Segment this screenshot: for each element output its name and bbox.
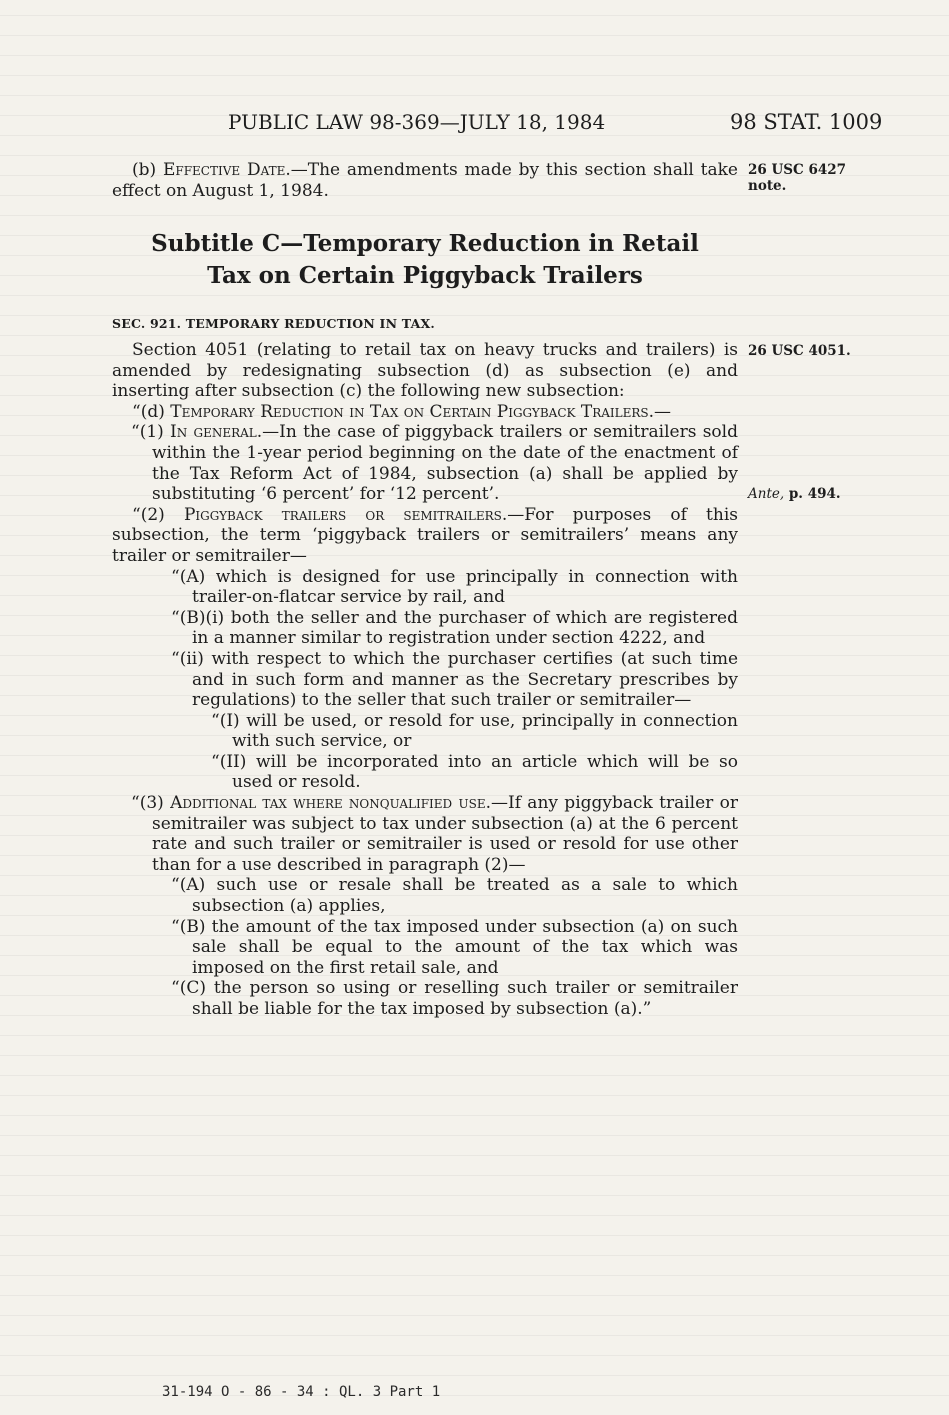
paragraph-1-text: .—In the case of piggyback trailers or semitrailers sold within the 1-year period beginning on the date of the enactment of the Tax Reform Act of 1984, subsection (a) shall be applied by substituting ‘6 percent’ for ‘12 percent’. [152,422,738,505]
subsection-d-prefix: “(d) [132,401,171,422]
margin-note-ante-page: p. 494. [784,486,841,502]
effective-date-paragraph [112,160,738,201]
paragraph-3-text: .—If any piggyback trailer or semitrailer was subject to tax under subsection (a) at the 6 percent rate and such trailer or semitrailer is used or resold for use other than for a use described in paragraph (2)— [152,793,738,875]
paragraph-2-caption: Piggyback trailers or semitrailers [183,504,502,525]
margin-note-ante [748,486,858,502]
section-body [112,340,738,1020]
subtitle-line-2: Tax on Certain Piggyback Trailers [207,262,643,289]
subsection-d-heading [112,402,738,423]
paragraph-3 [112,793,738,875]
subtitle-heading [112,228,738,292]
paragraph-3-C: “(C) the person so using or reselling such trailer or semitrailer shall be liable for the tax imposed by subsection (a).” [171,978,738,1019]
subtitle-line-1: Subtitle C—Temporary Reduction in Retail [151,230,699,257]
paragraph-3-prefix: “(3) [131,793,171,814]
paragraph-3-caption: Additional tax where nonqualified use [170,793,486,814]
paragraph-2-II: “(II) will be incorporated into an article which will be so used or resold. [211,751,738,793]
paragraph-2-B-i: “(B)(i) both the seller and the purchaser of which are registered in a manner similar to registration under section 4222, and [171,607,738,649]
margin-note-4051: 26 USC 4051. [748,343,851,359]
subsection-d-caption: Temporary Reduction in Tax on Certain Piggyback Trailers [170,401,649,422]
paragraph-2-text: .—For purposes of this subsection, the term ‘piggyback trailers or semitrailers’ means any trailer or semitrailer— [112,504,738,566]
paragraph-3-B: “(B) the amount of the tax imposed under subsection (a) on such sale shall be equal to the amount of the tax which was imposed on the first retail sale, and [171,916,738,978]
effective-date-text: .—The amendments made by this section shall take effect on August 1, 1984. [112,160,738,201]
page-number: 98 STAT. 1009 [730,110,883,134]
effective-date-caption: Effective Date [162,160,286,180]
paragraph-1-caption: In general [170,422,257,443]
paragraph-2-I: “(I) will be used, or resold for use, principally in connection with such service, or [211,710,738,752]
paragraph-2-prefix: “(2) [132,504,184,525]
paragraph-1-prefix: “(1) [131,422,171,443]
margin-note-ante-italic: Ante, [748,486,785,502]
margin-note-6427: 26 USC 6427 note. [748,162,847,194]
paragraph-2 [112,505,738,567]
paragraph-1 [112,422,738,504]
section-intro: Section 4051 (relating to retail tax on heavy trucks and trailers) is amended by redesignating subsection (d) as subsection (e) and inserting after subsection (c) the following new subsection: [112,340,738,402]
running-header-title: PUBLIC LAW 98-369—JULY 18, 1984 [228,110,606,134]
print-job-footer: 31-194 O - 86 - 34 : QL. 3 Part 1 [162,1384,441,1400]
effective-date-label: (b) [132,160,163,180]
paragraph-3-A: “(A) such use or resale shall be treated as a sale to which subsection (a) applies, [171,875,738,917]
paragraph-2-A: “(A) which is designed for use principally in connection with trailer-on-flatcar service by rail, and [171,566,738,608]
section-heading: SEC. 921. TEMPORARY REDUCTION IN TAX. [112,316,435,331]
paragraph-2-B-ii: “(ii) with respect to which the purchaser certifies (at such time and in such form and manner as the Secretary prescribes by regulations) to the seller that such trailer or semitrailer— [171,648,738,711]
subsection-d-suffix: .— [648,401,672,422]
